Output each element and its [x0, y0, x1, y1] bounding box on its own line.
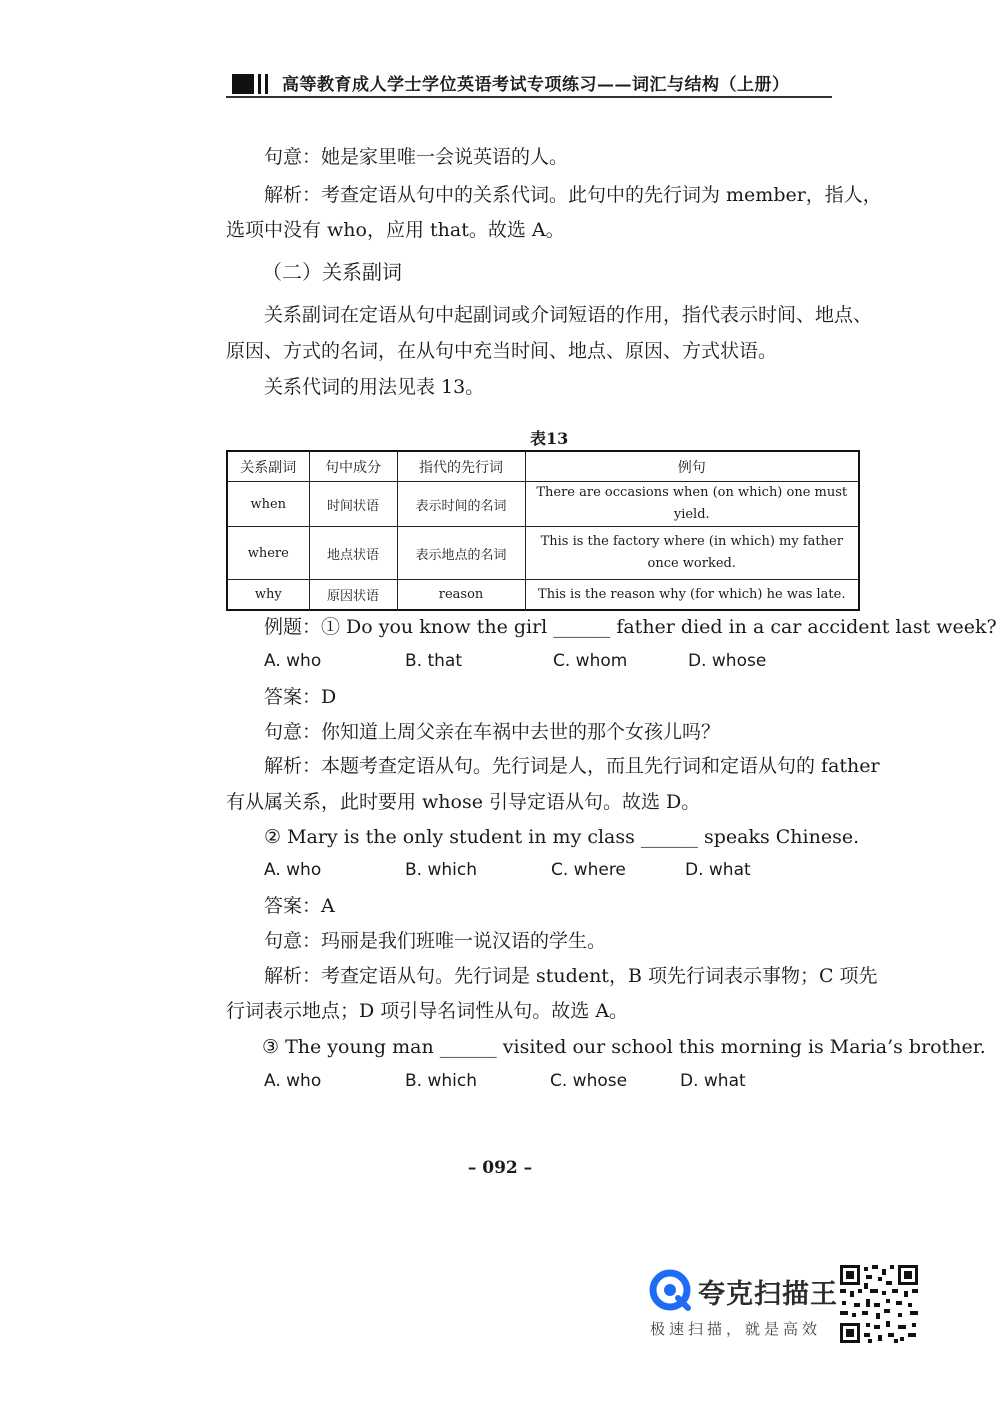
table-cell: 表示时间的名词: [397, 482, 525, 527]
question-stem: 例题：① Do you know the girl ______ father died in a car accident last week?: [264, 616, 997, 638]
paragraph-line: 关系代词的用法见表 13。: [264, 376, 485, 398]
answer: 答案：A: [264, 895, 335, 917]
header-marks: [232, 74, 272, 96]
table-row: [227, 527, 859, 580]
table-header-cell: 句中成分: [309, 451, 397, 482]
running-header: 高等教育成人学士学位英语考试专项练习——词汇与结构（上册）: [282, 75, 790, 95]
sentence-meaning: 句意：你知道上周父亲在车祸中去世的那个女孩儿吗？: [264, 721, 721, 743]
analysis-line: 解析：考查定语从句。先行词是 student，B 项先行词表示事物；C 项先: [264, 965, 878, 987]
table-row: [227, 482, 859, 527]
analysis-line: 解析：本题考查定语从句。先行词是人，而且先行词和定语从句的 father: [264, 755, 880, 777]
table-cell: There are occasions when (on which) one must yield.: [525, 482, 859, 527]
table-row: [227, 580, 859, 611]
option: B. that: [405, 651, 462, 671]
question-stem: ② Mary is the only student in my class ______ speaks Chinese.: [264, 826, 860, 848]
table-header-cell: 指代的先行词: [397, 451, 525, 482]
sentence-meaning: 句意：她是家里唯一会说英语的人。: [264, 146, 569, 168]
option: D. whose: [688, 651, 767, 671]
option: A. who: [264, 860, 322, 880]
table-cell: 原因状语: [309, 580, 397, 611]
paragraph-line: 关系副词在定语从句中起副词或介词短语的作用，指代表示时间、地点、: [264, 304, 873, 326]
option: A. who: [264, 1071, 322, 1091]
watermark-subtitle: 极速扫描，就是高效: [650, 1320, 822, 1338]
option: A. who: [264, 651, 322, 671]
table-cell: when: [227, 482, 309, 527]
analysis-line: 选项中没有 who，应用 that。故选 A。: [226, 219, 565, 241]
table-cell: 时间状语: [309, 482, 397, 527]
table-header-cell: 例句: [525, 451, 859, 482]
table-cell: why: [227, 580, 309, 611]
option: D. what: [685, 860, 751, 880]
table-cell: reason: [397, 580, 525, 611]
page-number: – 092 –: [467, 1158, 533, 1178]
option: C. where: [551, 860, 626, 880]
question-stem: ③ The young man ______ visited our school this morning is Maria’s brother.: [262, 1036, 986, 1058]
table-header-row: [227, 451, 859, 482]
section-heading: （二）关系副词: [262, 260, 402, 284]
table-cell: This is the reason why (for which) he was late.: [525, 580, 859, 611]
option: B. which: [405, 1071, 477, 1091]
table-header-cell: 关系副词: [227, 451, 309, 482]
watermark-title: 夸克扫描王: [698, 1279, 838, 1310]
paragraph-line: 原因、方式的名词，在从句中充当时间、地点、原因、方式状语。: [226, 340, 778, 362]
analysis-line: 有从属关系，此时要用 whose 引导定语从句。故选 D。: [226, 791, 701, 813]
option: C. whom: [553, 651, 628, 671]
option: B. which: [405, 860, 477, 880]
analysis-line: 解析：考查定语从句中的关系代词。此句中的先行词为 member，指人，: [264, 184, 882, 206]
answer: 答案：D: [264, 686, 337, 708]
option: D. what: [680, 1071, 746, 1091]
table-cell: 表示地点的名词: [397, 527, 525, 580]
table-cell: where: [227, 527, 309, 580]
relative-adverb-table: [226, 450, 860, 611]
analysis-line: 行词表示地点；D 项引导名词性从句。故选 A。: [226, 1000, 629, 1022]
qr-code-icon: [838, 1263, 920, 1345]
scanner-logo-icon: [648, 1268, 692, 1312]
table-caption: 表13: [530, 429, 569, 448]
header-rule: [226, 96, 832, 98]
table-cell: This is the factory where (in which) my father once worked.: [525, 527, 859, 580]
table-cell: 地点状语: [309, 527, 397, 580]
option: C. whose: [550, 1071, 628, 1091]
sentence-meaning: 句意：玛丽是我们班唯一说汉语的学生。: [264, 930, 607, 952]
